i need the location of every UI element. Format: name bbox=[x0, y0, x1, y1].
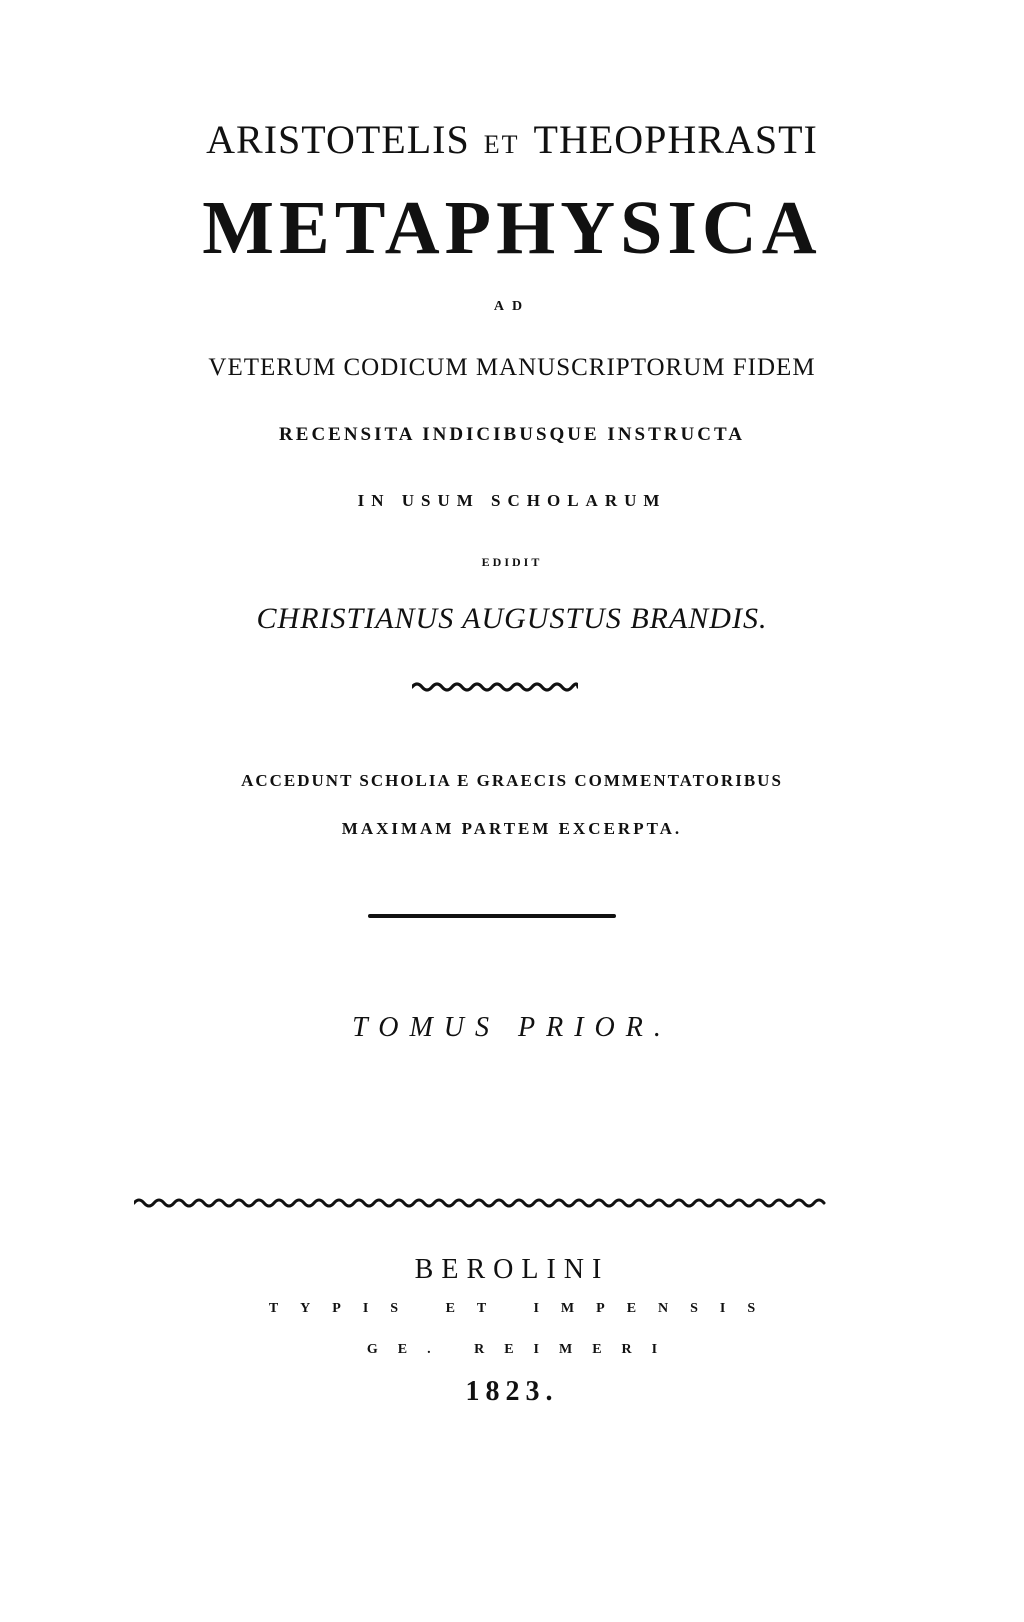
horizontal-rule bbox=[368, 914, 616, 918]
imprint-publisher: GE. REIMERI bbox=[366, 1342, 678, 1357]
book-title: METAPHYSICA bbox=[202, 186, 822, 270]
scholia-line-1: ACCEDUNT SCHOLIA E GRAECIS COMMENTATORIBUS bbox=[241, 771, 783, 790]
author-line bbox=[0, 117, 1024, 162]
ad-line: AD bbox=[493, 299, 531, 314]
author-aristotle: ARISTOTELIS bbox=[206, 117, 470, 162]
imprint-year: 1823. bbox=[465, 1376, 559, 1407]
imprint-line-1: TYPIS ET IMPENSIS bbox=[268, 1301, 778, 1316]
author-theophrastus: THEOPHRASTI bbox=[533, 117, 818, 162]
subtitle-line-1: VETERUM CODICUM MANUSCRIPTORUM FIDEM bbox=[208, 354, 816, 381]
edidit-line: EDIDIT bbox=[481, 555, 543, 569]
editor-name: CHRISTIANUS AUGUSTUS BRANDIS. bbox=[256, 602, 768, 635]
subtitle-line-2: RECENSITA INDICIBUSQUE INSTRUCTA bbox=[279, 424, 745, 445]
ornamental-wave-short bbox=[412, 680, 578, 694]
scholia-line-2: MAXIMAM PARTEM EXCERPTA. bbox=[341, 819, 683, 838]
ornamental-wave-long bbox=[134, 1196, 832, 1210]
imprint-place: BEROLINI bbox=[414, 1254, 610, 1285]
volume-label: TOMUS PRIOR. bbox=[352, 1012, 672, 1043]
subtitle-line-3: IN USUM SCHOLARUM bbox=[357, 491, 667, 510]
author-conjunction: ET bbox=[483, 130, 520, 159]
